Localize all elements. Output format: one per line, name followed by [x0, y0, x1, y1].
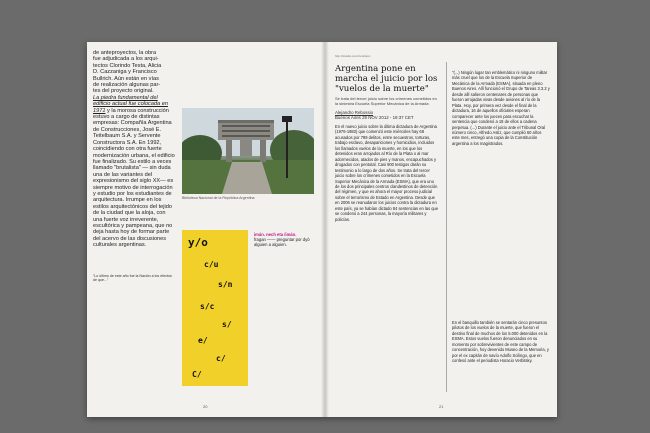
- yellow-word-4: s/c: [200, 302, 215, 311]
- yellow-word-3: s/n: [218, 280, 233, 289]
- body-line-5: Bullrich. Aún están en vías: [93, 75, 159, 82]
- body-line-7: tes del proyecto original.: [93, 88, 154, 95]
- article-subtitle: Se trata del tercer juicio sobre los crímenes cometidos en la siniestra Escuela Superior Mecánica de la Armada: [335, 96, 437, 106]
- article-body-bottom: En el banquillo también se sentarán cinco presuntos pilotos de los vuelos de la muerte, que fueron el destino final de muchos de los 5.000 detenidos en la ESMA. Estos vuelos fueron denunciados en su momento por sobrevivientes de este campo de concentración, hoy devenido Museo de la Memoria, y por el ex capitán de navío Adolfo Scilingo, que en confesó ante el periodista Horacio Verbitsky.: [452, 320, 549, 364]
- side-text-line-2: fragan —— preguntar por dyó: [254, 237, 310, 242]
- footnote: "Lo último de este año fue la Nación a los efectos de que...": [93, 274, 172, 283]
- left-body-column: [93, 50, 175, 249]
- yellow-word-6: e/: [198, 336, 208, 345]
- body-line-2: fue adjudicada a los arqui-: [93, 56, 159, 63]
- yellow-typography-panel: [182, 230, 248, 386]
- header-url: http://wradio.com/noticias/...: [335, 54, 373, 58]
- library-photo: [182, 108, 314, 194]
- magazine-spread: [87, 42, 557, 417]
- underlined-phrase: La piedra fundamental del edificio actual fue colocada en 1971: [93, 94, 168, 114]
- body-line-6: de realización algunas par-: [93, 82, 161, 89]
- yellow-word-7: c/: [216, 354, 226, 363]
- yellow-word-1: y/o: [188, 236, 208, 249]
- side-text-line-1: imán. nech eta /imán.: [254, 232, 297, 237]
- right-page-number: 21: [439, 404, 444, 409]
- yellow-word-2: c/u: [204, 260, 219, 269]
- left-page-number: 20: [203, 404, 208, 409]
- yellow-side-text: [254, 232, 316, 247]
- left-page: [87, 42, 323, 417]
- yellow-word-5: s/: [222, 320, 232, 329]
- article-body-right: "(...) Ningún lugar tan emblemático ni ninguno militar más cruel que los de la Escuela Superior de Mecánica de la Armada (ESMA), situada en pleno Buenos Aires. Allí funcionó el Grupo de Tareas 3.3.2 y desde allí salieron centenares de personas que fueron arrojadas vivas desde aviones al río de la Plata. Hoy, por primera vez desde el final de la dictadura, 16 de aquellos oficiales esperan comparecer ante los jueces para escuchar la sentencia que condenó a 18 de ellos a cadena perpetua. (...) Durante el juicio ante el Tribunal Oral número cinco, Alfredo Astiz, que cumplió 60 años este mes, entregó una copia de la Constitución argentina a los magistrados.: [452, 70, 550, 146]
- yellow-word-8: C/: [192, 370, 202, 379]
- dateline: Buenos Aires 29 NOV 2012 - 19:37 CET: [335, 115, 414, 121]
- library-building-illustration: [182, 108, 314, 194]
- body-line-1: de anteproyectos, la obra: [93, 50, 157, 56]
- article-body-left: En el nuevo juicio sobre la última dictadura de Argentina (1976-1983) que comenzó este miércoles hay 68 acusados por 789 delitos, entre secuestros, torturas, trabajo esclavo, desapariciones y homicidios, incluidos los llamados vuelos de la muerte, en los que los detenidos eran arrojados al Río de la Plata o al mar adormecidos, atados de pies y manos, encapuchados y drogados con pentotal. Casi 900 testigos darán su testimonio a lo largo de dos años. Se trata del tercer juicio sobre los crímenes cometidos en la Escuela Superior Mecánica de la Armada (ESMA), que era uno de los dos principales centros clandestinos de detención del régimen, y que es ahora el mayor proceso judicial sobre el terrorismo de Estado en Argentina. Desde que en 2006 se reanudaron los juicios contra la dictadura en este país, ya se habían dictado 84 sentencias en las que se condenó a 244 personas, la mayoría militares y policías.: [335, 124, 439, 222]
- right-page: [327, 42, 557, 417]
- byline: [335, 110, 439, 121]
- article-title: Argentina pone en marcha el juicio por los "vuelos de la muerte": [335, 64, 438, 94]
- body-rest: y la morosa construcción estuvo a cargo de distintas empresas: Compañía Argentina de Construcciones, José E. Teitelbaum S.A. y Servente Constructora S.A. En 1992, coincidiendo con otra fuerte modernización urbana, el edificio fue finalizado. Su estilo a veces llamado "brutalista" — sin duda una de las variantes del expresionismo del siglo XX— es siempre motivo de interrogación y estudio por los estudiantes de arquitectura. Irrumpe en los estilos arquitectónicos del tejido de la ciudad que la aloja, con una fuerte voz irreverente, escultórica y pampeana, que no deja hasta hoy de formar parte del acervo de las discusiones culturales argentinas.: [93, 107, 175, 249]
- side-text-line-3: alguien a alguien.: [254, 242, 287, 247]
- author-name: Alejandro Rebossio: [335, 110, 374, 115]
- photo-caption: Biblioteca Nacional de la República Argentina: [182, 196, 255, 200]
- column-separator: [446, 62, 447, 392]
- body-line-3: tectos Clorindo Testa, Alicia: [93, 62, 162, 69]
- body-line-4: D. Cazzaniga y Francisco: [93, 69, 157, 76]
